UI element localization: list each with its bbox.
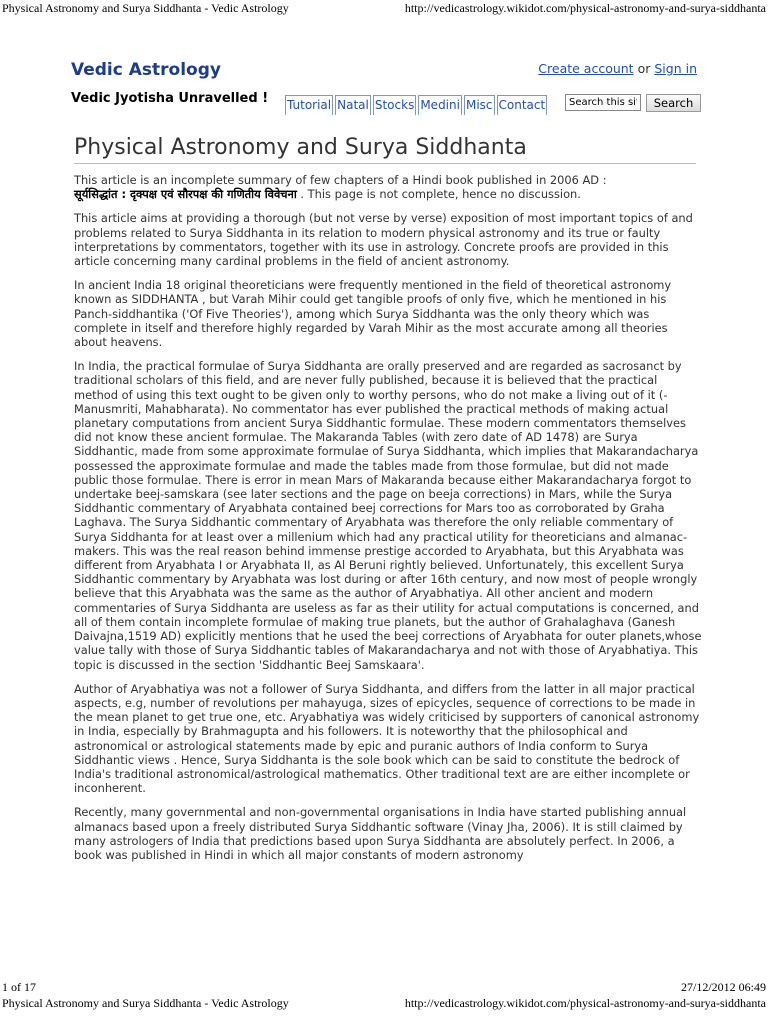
search-button[interactable]: Search [646,94,701,112]
nav-item-stocks[interactable]: Stocks [373,95,416,115]
paragraph-ancient-india: In ancient India 18 original theoreticians were frequently mentioned in the field of theoretical astronomy known as SIDDHANTA , but Varah Mihir could get tangible proofs of only five, which he mentioned in his Panch-siddhantika ('Of Five Theories'), among which Surya Siddhanta was the only theory which was complete in itself and therefore highly regarded by Varah Mihir as the most accurate among all theories about heavens. [74,278,672,350]
print-footer-url: http://vedicastrology.wikidot.com/physical-astronomy-and-surya-siddhanta [404,996,766,1010]
create-account-link[interactable]: Create account [538,61,634,76]
nav-item-natal[interactable]: Natal [335,95,371,115]
account-links [538,61,697,76]
nav-item-misc[interactable]: Misc [464,95,495,115]
paragraph-intro [74,173,702,201]
paragraph-aryabhatiya: Author of Aryabhatiya was not a follower of Surya Siddhanta, and differs from the latter in all major practical aspects, e.g, number of revolutions per mahayuga, sizes of epicycles, sequence of corrections to be made in the mean planet to get true one, etc. Aryabhatiya was widely criticised by supporters of canonical astronomy in India, especially by Brahmagupta and his followers. It is noteworthy that the philosophical and astronomical or astrological statements made by epic and puranic authors of India conform to Surya Siddhantic views . Hence, Surya Siddhanta is the sole book which can be said to constitute the bedrock of India's traditional astronomical/astrological mathematics. Other traditional text are are either incomplete or inconherent. [74,681,700,796]
page-counter: 1 of 17 [2,980,36,994]
article-content [74,173,702,872]
top-nav [285,95,549,115]
hindi-book-title: सूर्यसिद्धांत : दृक्पक्ष एवं सौरपक्ष की गणितीय विवेचना [74,187,297,202]
print-footer-top [0,979,768,995]
print-header-title: Physical Astronomy and Surya Siddhanta - Vedic Astrology [2,1,289,15]
intro-note: . This page is not complete, hence no discussion. [296,187,581,202]
page-title: Physical Astronomy and Surya Siddhanta [74,135,527,160]
paragraph-recent: Recently, many governmental and non-governmental organisations in India have started publishing annual almanacs based upon a freely distributed Surya Siddhantic software (Vinay Jha, 2006). It is still claimed by many astrologers of India that predictions based upon Surya Siddhanta are absolutely perfect. In 2006, a book was published in Hindi in which all major constants of modern astronomy [74,805,687,862]
search-input[interactable] [565,94,641,111]
print-datetime: 27/12/2012 06:49 [680,980,766,994]
paragraph-aims: This article aims at providing a thorough (but not verse by verse) exposition of most important topics of and problems related to Surya Siddhanta in its relation to modern physical astronomy and its true or faulty interpretations by commentators, together with its use in astrology. Concrete proofs are provided in this article concerning many cardinal problems in the field of ancient astronomy. [74,211,693,269]
nav-item-contact[interactable]: Contact [497,95,548,115]
nav-item-tutorial[interactable]: Tutorial [285,95,333,115]
print-footer-title: Physical Astronomy and Surya Siddhanta - Vedic Astrology [2,996,289,1010]
sign-in-link[interactable]: Sign in [654,61,697,76]
title-divider [74,163,696,164]
nav-item-medini[interactable]: Medini [418,95,462,115]
paragraph-practical-formulae: In India, the practical formulae of Surya Siddhanta are orally preserved and are regarded as sacrosanct by traditional scholars of this field, and are never fully published, because it is believed that the practical method of using this text ought to be given only to worthy persons, who do not make a living out of it (-Manusmriti, Mahabharata). No commentator has ever published the practical methods of making actual planetary computations from ancient Surya Siddhantic formulae. These modern commentators themselves did not know these ancient formulae. The Makaranda Tables (with zero date of AD 1478) are Surya Siddhantic, made from some approximate formulae of Surya Siddhanta, which implies that Makarandacharya possessed the approximate formulae and made the tables made from those formulae, but did not made public those formulae. There is error in mean Mars of Makaranda because either Makarandacharya forgot to undertake beej-samskara (see later sections and the page on beeja corrections) in Mars, while the Surya Siddhantic commentary of Aryabhata contained beej corrections for Mars too as corroborated by Graha Laghava. The Surya Siddhantic commentary of Aryabhata was therefore the only reliable commentary of Surya Siddhanta for at least over a millenium which had any practical utility for theoreticians and almanac-makers. This was the real reason behind immense prestige accorded to Aryabhata, but this Aryabhata was different from Aryabhata I or Aryabhata II, as Al Beruni rightly believed. Unfortunately, this excellent Surya Siddhantic commentary by Aryabhata was lost during or after 16th century, and now most of people wrongly believe that this Aryabhata was the same as the author of Aryabhatiya. All other ancient and modern commentaries of Surya Siddhanta are useless as far as their utility for actual computations is concerned, and all of them contain incomplete formulae of making true planets, but the author of Grahalaghava (Ganesh Daivajna,1519 AD) explicitly mentions that he used the beej corrections of Aryabhata for outer planets,whose value tally with those of Surya Siddhantic tables of Makarandacharya and not with those of Aryabhatiya. This topic is discussed in the section 'Siddhantic Beej Samskaara'. [74,359,702,672]
print-footer-bottom [0,995,768,1011]
account-or-text: or [637,61,651,76]
intro-text: This article is an incomplete summary of few chapters of a Hindi book published in 2006 AD : [74,173,607,187]
print-header [0,0,768,16]
site-title[interactable]: Vedic Astrology [71,60,221,80]
site-subtitle: Vedic Jyotisha Unravelled ! [71,91,269,106]
print-header-url: http://vedicastrology.wikidot.com/physical-astronomy-and-surya-siddhanta [404,1,766,15]
